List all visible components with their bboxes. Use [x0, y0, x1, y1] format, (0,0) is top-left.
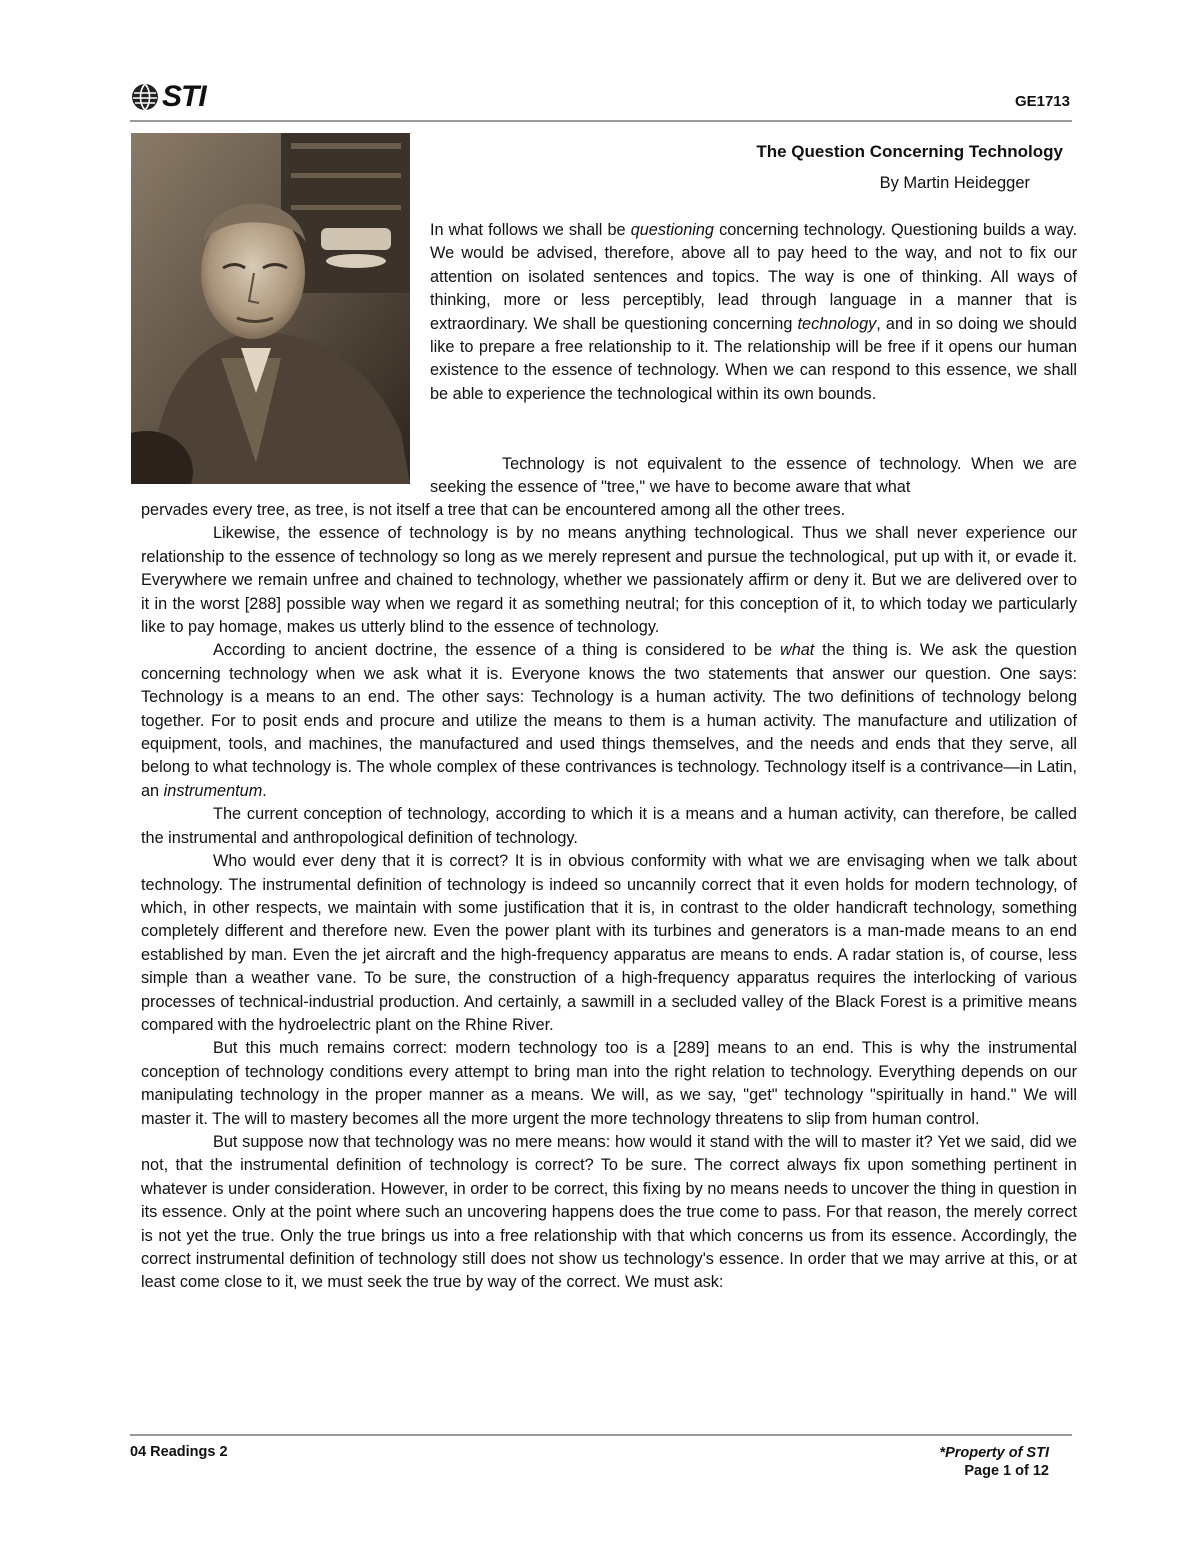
- author-portrait: [131, 133, 410, 484]
- current-conception-paragraph: The current conception of technology, according to which it is a means and a human activity, can therefore, be called the instrumental and anthropological definition of technology.: [141, 805, 1077, 847]
- article-title: The Question Concerning Technology: [756, 142, 1063, 161]
- who-would-deny-paragraph: Who would ever deny that it is correct? It is in obvious conformity with what we are envisaging when we talk about technology. The instrumental definition of technology is indeed so uncannily correct that it even holds for modern technology, of which, in other respects, we maintain with some justification that it is, in contrast to the older handicraft technology, something completely different and therefore new. Even the power plant with its turbines and generators is a man-made means to an end established by man. Even the jet aircraft and the high-frequency apparatus are means to ends. A radar station is, of course, less simple than a weather vane. To be sure, the construction of a high-frequency apparatus requires the interlocking of various processes of technical-industrial production. And certainly, a sawmill in a secluded valley of the Black Forest is a primitive means compared with the hydroelectric plant on the Rhine River.: [141, 852, 1077, 1034]
- logo-text: STI: [162, 80, 206, 113]
- property-notice: *Property of STI: [939, 1445, 1049, 1461]
- header-divider: [130, 120, 1072, 122]
- doctrine-paragraph: According to ancient doctrine, the essence of a thing is considered to be what the thing is. We ask the question concerning technology when we ask what it is. Everyone knows the two statements that answer our question. One says: Technology is a means to an end. The other says: Technology is a human activity. The two definitions of technology belong together. For to posit ends and procure and utilize the means to them is a human activity. The manufacture and utilization of equipment, tools, and machines, the manufactured and used things themselves, and the needs and ends that they serve, all belong to what technology is. The whole complex of these contrivances is technology. Technology itself is a contrivance—in Latin, an instrumentum.: [141, 641, 1077, 800]
- intro-paragraph: In what follows we shall be questioning concerning technology. Questioning builds a way. We would be advised, therefore, above all to pay heed to the way, and not to fix our attention on isolated sentences and topics. The way is one of thinking. All ways of thinking, more or less perceptibly, lead through language in a manner that is extraordinary. We shall be questioning concerning technology, and in so doing we should like to prepare a free relationship to it. The relationship will be free if it opens our human existence to the essence of technology. When we can respond to this essence, we shall be able to experience the technological within its own bounds.: [430, 221, 1077, 403]
- globe-icon: [130, 82, 160, 112]
- course-code: GE1713: [1014, 93, 1070, 110]
- page-number: Page 1 of 12: [964, 1463, 1049, 1479]
- suppose-paragraph: But suppose now that technology was no mere means: how would it stand with the will to master it? Yet we said, did we not, that the instrumental definition of technology is correct? To be sure. The correct always fix upon something pertinent in whatever is under consideration. However, in order to be correct, this fixing by no means needs to uncover the thing in question in its essence. Only at the point where such an uncovering happens does the true come to pass. For that reason, the merely correct is not yet the true. Only the true brings us into a free relationship with that which concerns us from its essence. Accordingly, the correct instrumental definition of technology still does not show us technology's essence. In order that we may arrive at this, or at least come close to it, we must seek the true by way of the correct. We must ask:: [141, 1132, 1077, 1292]
- sti-logo: [130, 80, 206, 114]
- footer-info: [939, 1444, 1049, 1480]
- essence-paragraph-end: pervades every tree, as tree, is not itself a tree that can be encountered among all the other trees.: [141, 501, 846, 519]
- article-author: By Martin Heidegger: [879, 174, 1030, 192]
- article-body: [141, 499, 1077, 1295]
- remains-correct-paragraph: But this much remains correct: modern technology too is a [289] means to an end. This is why the instrumental conception of technology conditions every attempt to bring man into the right relation to technology. Everything depends on our manipulating technology in the proper manner as a means. We will, as we say, "get" technology "spiritually in hand." We will master it. The will to mastery becomes all the more urgent the more technology threatens to slip from human control.: [141, 1039, 1077, 1128]
- footer-divider: [130, 1434, 1072, 1436]
- footer-section: 04 Readings 2: [130, 1444, 228, 1460]
- essence-paragraph-start: Technology is not equivalent to the essence of technology. When we are seeking the essence of "tree," we have to become aware that what: [430, 455, 1077, 497]
- likewise-paragraph: Likewise, the essence of technology is by no means anything technological. Thus we shall never experience our relationship to the essence of technology so long as we merely represent and pursue the technological, put up with it, or evade it. Everywhere we remain unfree and chained to technology, whether we passionately affirm or deny it. But we are delivered over to it in the worst [288] possible way when we regard it as something neutral; for this conception of it, to which today we particularly like to pay homage, makes us utterly blind to the essence of technology.: [141, 524, 1077, 637]
